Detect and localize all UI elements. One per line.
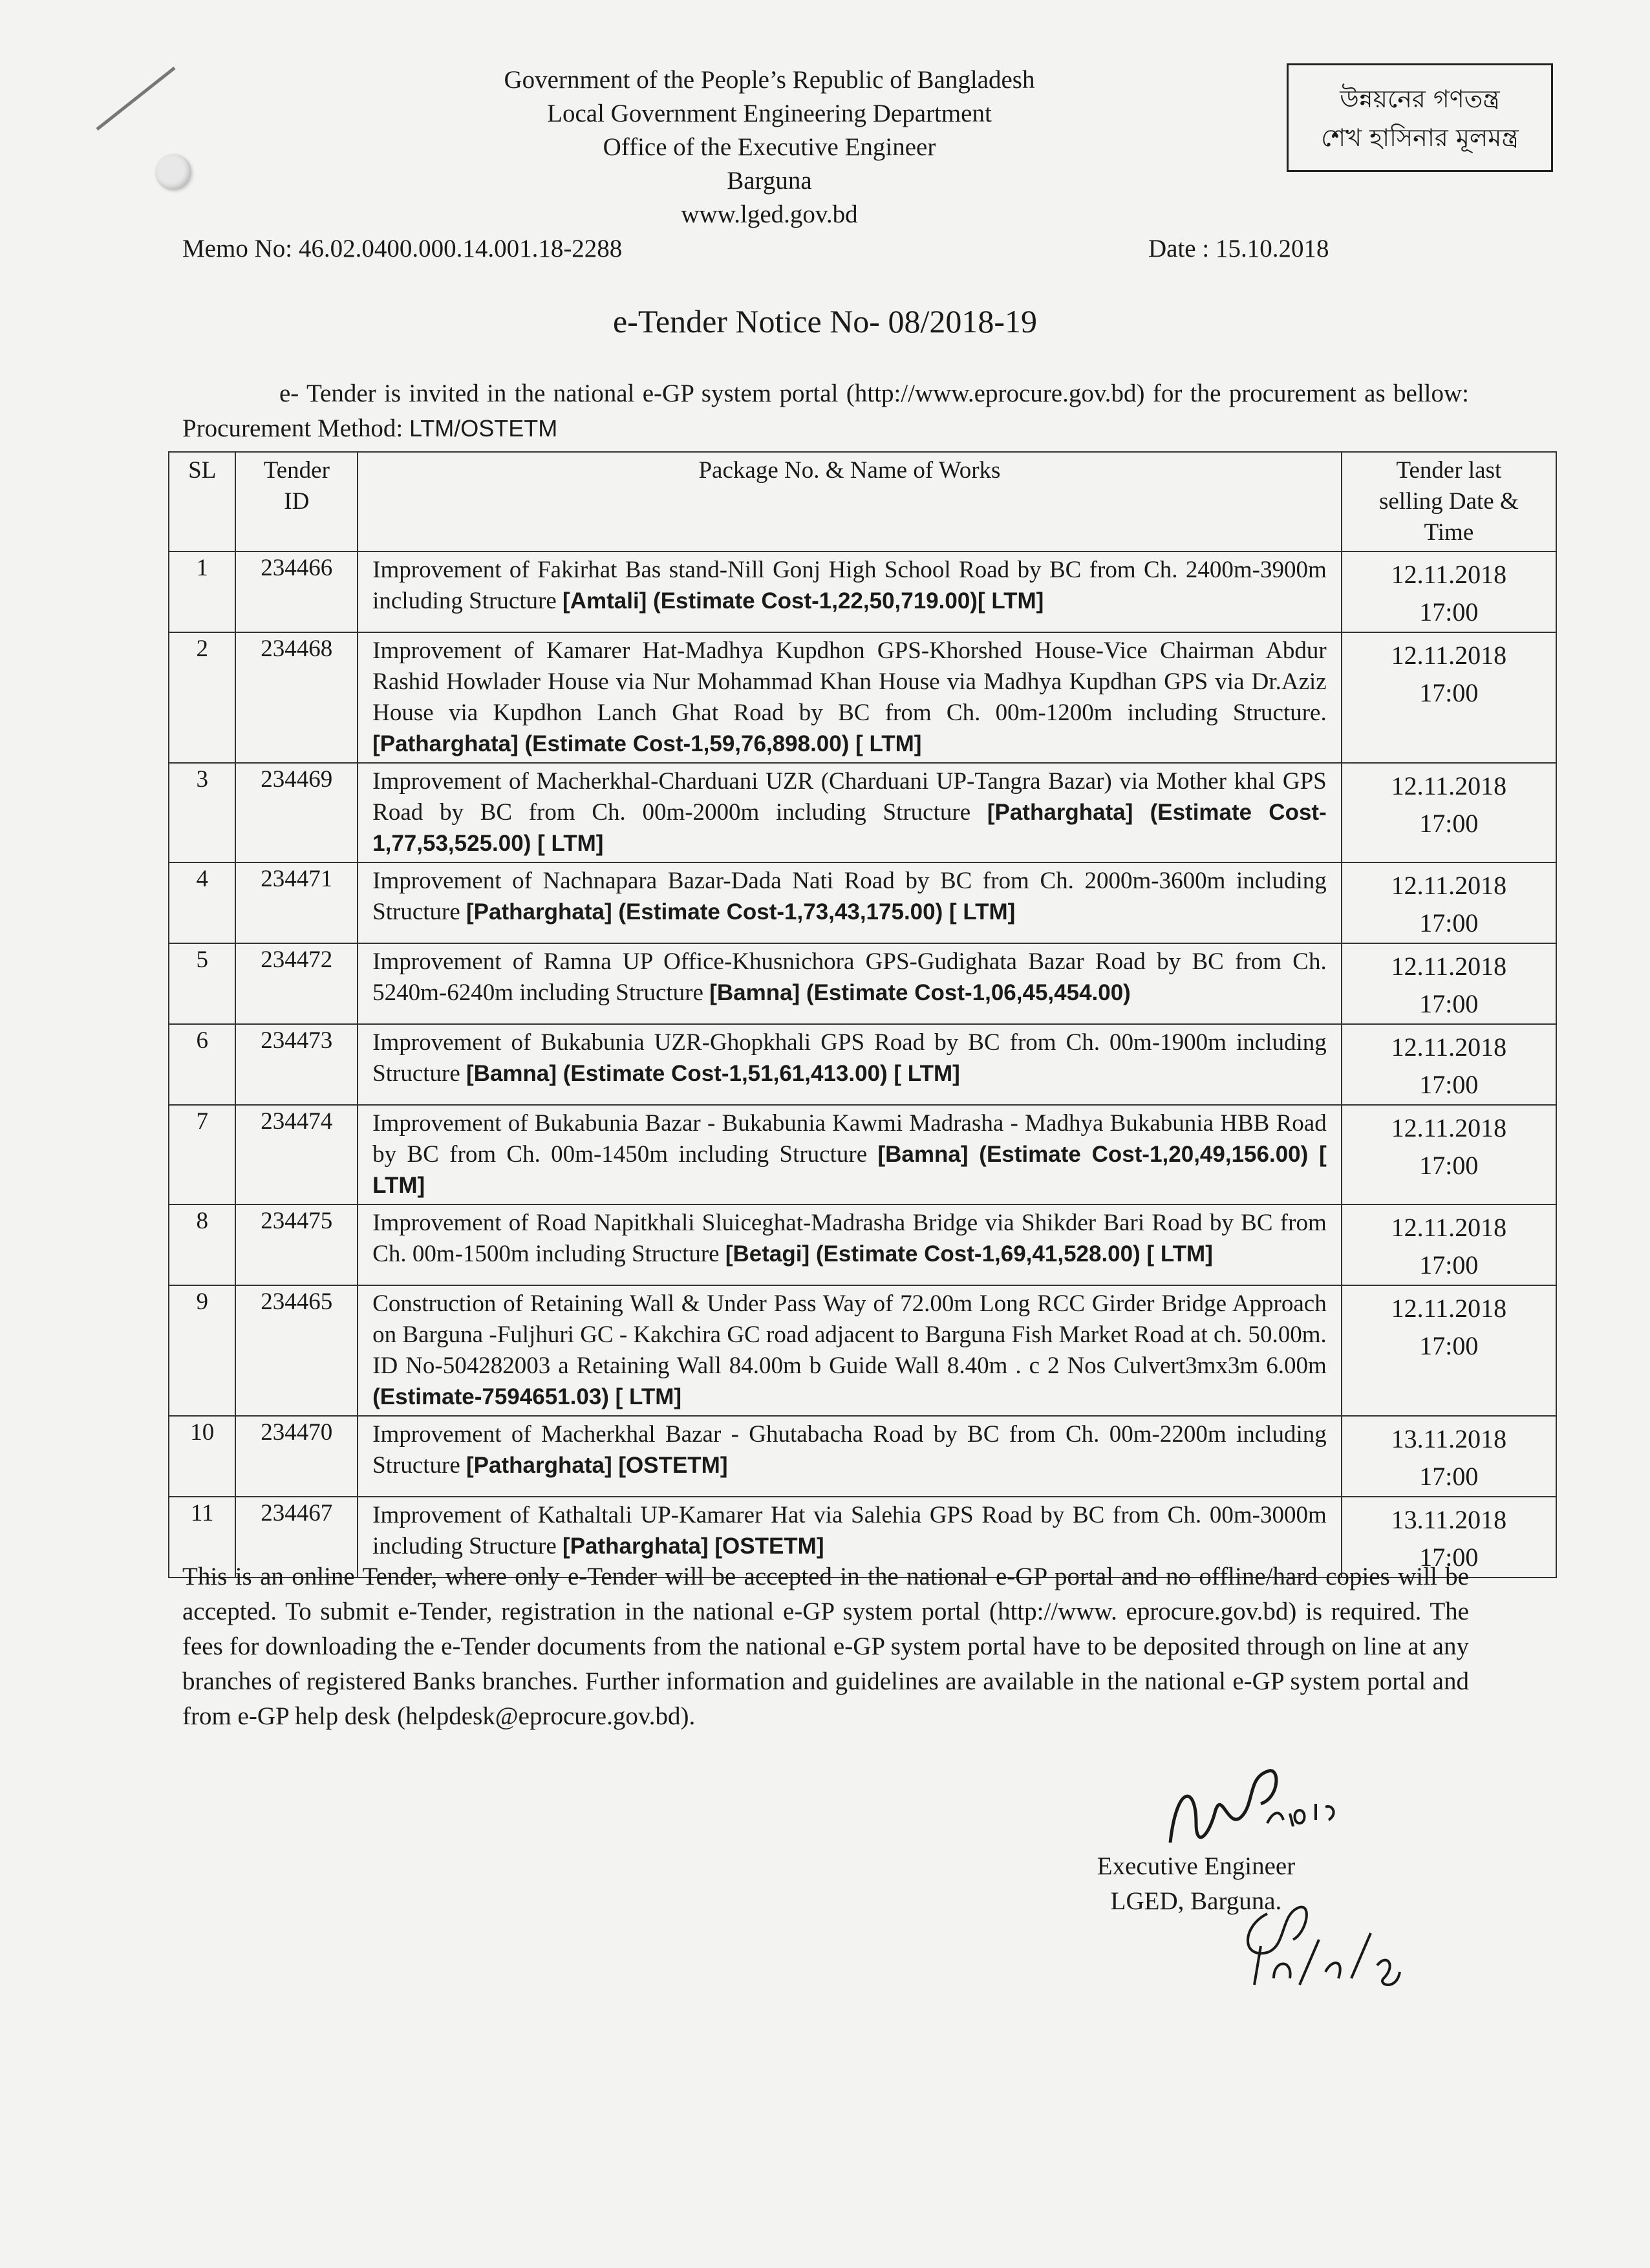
last-date: 12.11.2018 xyxy=(1391,1213,1507,1242)
last-date: 12.11.2018 xyxy=(1391,1032,1507,1062)
table-body xyxy=(169,551,1556,1578)
cell-tender-id: 234468 xyxy=(235,632,358,763)
cell-last-date xyxy=(1342,862,1556,943)
cell-work xyxy=(358,763,1342,862)
header-works: Package No. & Name of Works xyxy=(358,452,1342,551)
table-header-row xyxy=(169,452,1556,551)
cell-sl: 9 xyxy=(169,1285,235,1416)
last-date: 12.11.2018 xyxy=(1391,1113,1507,1142)
last-time: 17:00 xyxy=(1419,908,1479,937)
work-description: Improvement of Bukabunia UZR-Ghopkhali GPS Road by BC from Ch. 00m-1900m including Structure xyxy=(372,1029,1327,1087)
slogan-line-2: শেখ হাসিনার মূলমন্ত্র xyxy=(1321,123,1519,152)
table-row xyxy=(169,1204,1556,1285)
work-estimate: (Estimate-7594651.03) [ LTM] xyxy=(372,1384,682,1409)
work-estimate: [Amtali] (Estimate Cost-1,22,50,719.00)[ LTM] xyxy=(562,588,1044,614)
work-estimate: [Bamna] (Estimate Cost-1,20,49,156.00) [ LTM] xyxy=(372,1142,1327,1198)
work-estimate: [Patharghata] [OSTETM] xyxy=(562,1534,824,1559)
cell-sl: 11 xyxy=(169,1497,235,1578)
last-date: 12.11.2018 xyxy=(1391,771,1507,800)
last-time: 17:00 xyxy=(1419,1462,1479,1491)
work-description: Improvement of Kathaltali UP-Kamarer Hat via Salehia GPS Road by BC from Ch. 00m-3000m including Structure xyxy=(372,1502,1327,1559)
table-row xyxy=(169,1105,1556,1204)
cell-tender-id: 234465 xyxy=(235,1285,358,1416)
cell-sl: 4 xyxy=(169,862,235,943)
cell-sl: 8 xyxy=(169,1204,235,1285)
work-description: Improvement of Kamarer Hat-Madhya Kupdhon GPS-Khorshed House-Vice Chairman Abdur Rashid Howlader House via Nur Mohammad Khan House via Madhya Kupdhan GPS via Dr.Aziz House via Kupdhon Lanch Ghat Road by BC from Ch. 00m-1200m including Structure. xyxy=(372,637,1327,726)
last-time: 17:00 xyxy=(1419,678,1479,707)
last-date: 12.11.2018 xyxy=(1391,560,1507,589)
tender-table xyxy=(168,451,1557,1578)
memo-number: Memo No: 46.02.0400.000.14.001.18-2288 xyxy=(182,235,623,262)
cell-work xyxy=(358,1024,1342,1105)
cell-last-date xyxy=(1342,1204,1556,1285)
cell-last-date xyxy=(1342,1416,1556,1497)
procurement-method: LTM/OSTETM xyxy=(409,415,558,442)
last-time: 17:00 xyxy=(1419,1250,1479,1279)
intro-text: e- Tender is invited in the national e-GP system portal (http://www.eprocure.gov.bd) for the procurement as bellow: Procurement Method: xyxy=(182,380,1469,442)
last-date: 12.11.2018 xyxy=(1391,1294,1507,1323)
cell-sl: 3 xyxy=(169,763,235,862)
work-description: Improvement of Nachnapara Bazar-Dada Nati Road by BC from Ch. 2000m-3600m including Structure xyxy=(372,868,1327,925)
last-time: 17:00 xyxy=(1419,1070,1479,1099)
cell-last-date xyxy=(1342,1285,1556,1416)
cell-tender-id: 234472 xyxy=(235,943,358,1024)
last-date: 13.11.2018 xyxy=(1391,1424,1507,1453)
work-estimate: [Betagi] (Estimate Cost-1,69,41,528.00) [ LTM] xyxy=(725,1241,1213,1267)
header-office: Office of the Executive Engineer xyxy=(603,133,936,161)
cell-work xyxy=(358,1285,1342,1416)
work-estimate: [Patharghata] (Estimate Cost-1,59,76,898.00) [ LTM] xyxy=(372,731,922,756)
cell-tender-id: 234475 xyxy=(235,1204,358,1285)
cell-tender-id: 234469 xyxy=(235,763,358,862)
last-date: 12.11.2018 xyxy=(1391,871,1507,900)
cell-work xyxy=(358,1204,1342,1285)
table-row xyxy=(169,551,1556,632)
handwritten-initial xyxy=(1228,1888,1435,2004)
work-description: Construction of Retaining Wall & Under Pass Way of 72.00m Long RCC Girder Bridge Approach on Barguna -Fuljhuri GC - Kakchira GC road adjacent to Barguna Fish Market Road at ch. 50.00m. ID No-504282003 a Retaining Wall 84.00m b Guide Wall 8.40m . c 2 Nos Culvert3mx3m 6.00m xyxy=(372,1290,1327,1379)
cell-work xyxy=(358,862,1342,943)
cell-sl: 7 xyxy=(169,1105,235,1204)
cell-tender-id: 234467 xyxy=(235,1497,358,1578)
table-row xyxy=(169,632,1556,763)
last-date: 12.11.2018 xyxy=(1391,641,1507,670)
work-estimate: [Patharghata] (Estimate Cost-1,77,53,525.00) [ LTM] xyxy=(372,800,1327,856)
work-description: Improvement of Fakirhat Bas stand-Nill Gonj High School Road by BC from Ch. 2400m-3900m including Structure xyxy=(372,557,1327,614)
table-row xyxy=(169,862,1556,943)
cell-work xyxy=(358,1105,1342,1204)
cell-work xyxy=(358,551,1342,632)
work-description: Improvement of Bukabunia Bazar - Bukabunia Kawmi Madrasha - Madhya Bukabunia HBB Road by BC from Ch. 00m-1450m including Structure xyxy=(372,1110,1327,1168)
cell-last-date xyxy=(1342,1024,1556,1105)
cell-last-date xyxy=(1342,551,1556,632)
work-description: Improvement of Macherkhal-Charduani UZR (Charduani UP-Tangra Bazar) via Mother khal GPS Road by BC from Ch. 00m-2000m including Structure xyxy=(372,768,1327,826)
notice-title: e-Tender Notice No- 08/2018-19 xyxy=(612,303,1037,339)
footer-paragraph: This is an online Tender, where only e-Tender will be accepted in the national e-GP portal and no offline/hard copies will be accepted. To submit e-Tender, registration in the national e-GP system portal (http://www. eprocure.gov.bd) is required. The fees for downloading the e-Tender documents from the national e-GP system portal have to be deposited through on line at any branches of registered Banks branches. Further information and guidelines are available in the national e-GP system portal and from e-GP help desk (helpdesk@eprocure.gov.bd). xyxy=(182,1563,1469,1730)
cell-work xyxy=(358,1416,1342,1497)
last-time: 17:00 xyxy=(1419,809,1479,838)
last-time: 17:00 xyxy=(1419,1151,1479,1180)
signatory-title: Executive Engineer xyxy=(1097,1852,1296,1880)
work-description: Improvement of Road Napitkhali Sluiceghat-Madrasha Bridge via Shikder Bari Road by BC from Ch. 00m-1500m including Structure xyxy=(372,1210,1327,1267)
slogan-line-1: উন্নয়নের গণতন্ত্র xyxy=(1340,85,1500,113)
work-estimate: [Patharghata] (Estimate Cost-1,73,43,175.00) [ LTM] xyxy=(466,899,1016,925)
table-row xyxy=(169,763,1556,862)
scan-mark xyxy=(91,65,194,142)
cell-sl: 5 xyxy=(169,943,235,1024)
letterhead xyxy=(453,63,1086,231)
cell-work xyxy=(358,943,1342,1024)
header-sl: SL xyxy=(169,452,235,551)
header-location: Barguna xyxy=(727,167,812,195)
cell-work xyxy=(358,632,1342,763)
cell-tender-id: 234473 xyxy=(235,1024,358,1105)
cell-sl: 10 xyxy=(169,1416,235,1497)
table-row xyxy=(169,1416,1556,1497)
cell-last-date xyxy=(1342,763,1556,862)
header-government: Government of the People’s Republic of Bangladesh xyxy=(504,66,1035,94)
cell-sl: 1 xyxy=(169,551,235,632)
work-estimate: [Bamna] (Estimate Cost-1,06,45,454.00) xyxy=(709,980,1131,1005)
last-time: 17:00 xyxy=(1419,1543,1479,1572)
table-row xyxy=(169,1285,1556,1416)
work-description: Improvement of Macherkhal Bazar - Ghutabacha Road by BC from Ch. 00m-2200m including Structure xyxy=(372,1421,1327,1479)
last-date: 12.11.2018 xyxy=(1391,952,1507,981)
cell-sl: 6 xyxy=(169,1024,235,1105)
notice-date: Date : 15.10.2018 xyxy=(1148,235,1329,262)
header-last-date: Tender last selling Date & Time xyxy=(1342,452,1556,551)
cell-tender-id: 234470 xyxy=(235,1416,358,1497)
header-department: Local Government Engineering Department xyxy=(547,100,992,127)
header-tender-id: Tender ID xyxy=(235,452,358,551)
cell-last-date xyxy=(1342,632,1556,763)
work-estimate: [Patharghata] [OSTETM] xyxy=(466,1453,728,1478)
signatory-office: LGED, Barguna. xyxy=(1110,1887,1282,1915)
intro-paragraph xyxy=(182,376,1469,446)
last-time: 17:00 xyxy=(1419,989,1479,1018)
cell-tender-id: 234471 xyxy=(235,862,358,943)
header-website: www.lged.gov.bd xyxy=(681,200,858,228)
work-estimate: [Bamna] (Estimate Cost-1,51,61,413.00) [ LTM] xyxy=(466,1061,960,1086)
scan-hole xyxy=(155,154,191,190)
cell-tender-id: 234466 xyxy=(235,551,358,632)
slogan-box xyxy=(1287,63,1553,172)
cell-last-date xyxy=(1342,943,1556,1024)
work-description: Improvement of Ramna UP Office-Khusnichora GPS-Gudighata Bazar Road by BC from Ch. 5240m-6240m including Structure xyxy=(372,948,1327,1006)
last-date: 13.11.2018 xyxy=(1391,1505,1507,1534)
cell-tender-id: 234474 xyxy=(235,1105,358,1204)
last-time: 17:00 xyxy=(1419,597,1479,626)
table-row xyxy=(169,943,1556,1024)
last-time: 17:00 xyxy=(1419,1331,1479,1360)
cell-last-date xyxy=(1342,1105,1556,1204)
table-row xyxy=(169,1024,1556,1105)
cell-sl: 2 xyxy=(169,632,235,763)
